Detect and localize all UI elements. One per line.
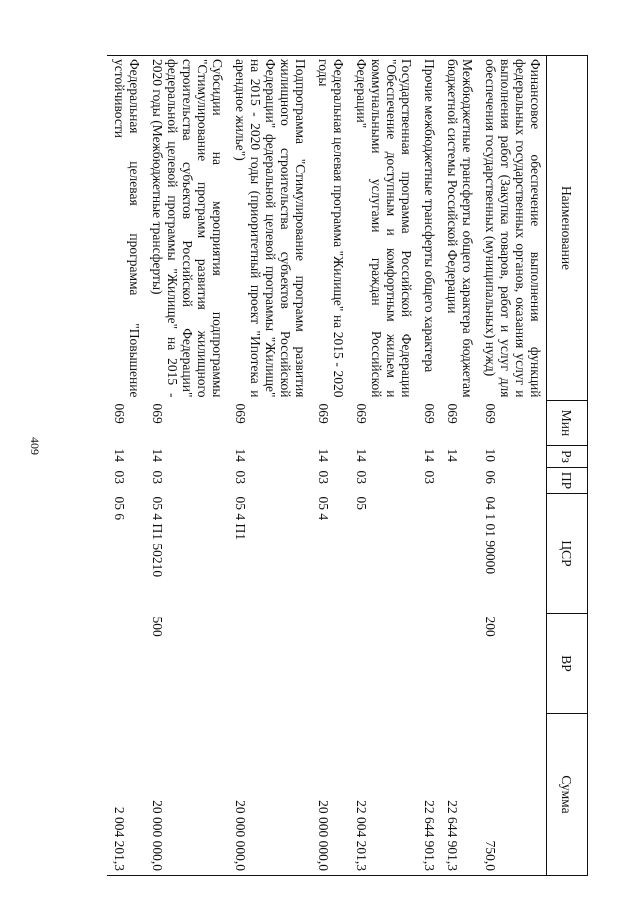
row-min: 069 bbox=[316, 403, 331, 424]
row-sum: 750,0 bbox=[478, 714, 547, 876]
table-row bbox=[228, 56, 311, 876]
row-min: 069 bbox=[354, 403, 369, 424]
row-sum: 20 000 000,0 bbox=[228, 714, 311, 876]
table-row bbox=[349, 56, 417, 876]
row-rz: 14 bbox=[316, 448, 331, 462]
row-csr bbox=[440, 494, 478, 614]
row-rz: 14 bbox=[445, 448, 460, 462]
row-pr: 03 bbox=[150, 470, 165, 484]
rotated-page-content bbox=[98, 55, 588, 875]
row-sum: 20 000 000,0 bbox=[145, 714, 228, 876]
row-sum: 22 644 901,3 bbox=[417, 714, 440, 876]
row-pr: 03 bbox=[233, 470, 248, 484]
budget-table bbox=[107, 55, 588, 876]
row-name: Государственная программа Российской Федерации "Обеспечение доступным и комфортным жильем и коммунальными услугами граждан Российской Федерации" bbox=[349, 56, 417, 401]
row-vr: 500 bbox=[150, 616, 165, 637]
row-rz: 14 bbox=[233, 448, 248, 462]
row-min: 069 bbox=[150, 403, 165, 424]
row-sum: 22 644 901,3 bbox=[440, 714, 478, 876]
header-rz: Рз bbox=[547, 446, 588, 468]
row-name: Прочие межбюджетные трансферты общего характера bbox=[417, 56, 440, 401]
row-min: 069 bbox=[112, 403, 127, 424]
row-vr bbox=[228, 614, 311, 714]
header-min: Мин bbox=[547, 401, 588, 446]
table-row bbox=[417, 56, 440, 876]
row-csr: 05 6 bbox=[112, 496, 127, 521]
row-min: 069 bbox=[445, 403, 460, 424]
page-number: 409 bbox=[28, 437, 42, 455]
row-vr bbox=[417, 614, 440, 714]
row-name: Субсидии на мероприятия подпрограммы "Стимулирование программ развития жилищного строительства субъектов Российской Федерации" федеральной целевой программы "Жилище" на 2015 - 2020 годы (Межбюджетные трансферты) bbox=[145, 56, 228, 401]
row-rz: 14 bbox=[354, 448, 369, 462]
row-vr bbox=[349, 614, 417, 714]
row-pr: 03 bbox=[354, 470, 369, 484]
row-min: 069 bbox=[233, 403, 248, 424]
row-csr: 05 4 П1 50210 bbox=[150, 496, 165, 578]
header-csr: ЦСР bbox=[547, 494, 588, 614]
header-sum: Сумма bbox=[547, 714, 588, 876]
row-rz: 14 bbox=[422, 448, 437, 462]
row-name: Федеральная целевая программа "Повышение устойчивости bbox=[107, 56, 145, 401]
row-rz: 14 bbox=[112, 448, 127, 462]
row-name: Финансовое обеспечение выполнения функций федеральных государственных органов, оказания услуг и выполнения работ (Закупка товаров, работ и услуг для обеспечения государственных (муниципальных) нужд) bbox=[478, 56, 547, 401]
table-row bbox=[311, 56, 349, 876]
row-pr bbox=[440, 468, 478, 494]
row-vr bbox=[311, 614, 349, 714]
row-vr: 200 bbox=[483, 616, 498, 637]
row-pr: 03 bbox=[112, 470, 127, 484]
row-name: Федеральная целевая программа "Жилище" на 2015 - 2020 годы bbox=[311, 56, 349, 401]
row-min: 069 bbox=[483, 403, 498, 424]
header-name: Наименование bbox=[547, 56, 588, 401]
table-row bbox=[478, 56, 547, 876]
row-pr: 06 bbox=[483, 470, 498, 484]
row-pr: 03 bbox=[422, 470, 437, 484]
row-vr bbox=[107, 614, 145, 714]
table-row bbox=[107, 56, 145, 876]
table-row bbox=[145, 56, 228, 876]
row-name: Подпрограмма "Стимулирование программ развития жилищного строительства субъектов Российской Федерации" федеральной целевой программы "Жилище" на 2015 - 2020 годы (приоритетный проект "Ипотека и арендное жилье") bbox=[228, 56, 311, 401]
row-name: Межбюджетные трансферты общего характера бюджетам бюджетной системы Российской Федерации bbox=[440, 56, 478, 401]
header-vr: ВР bbox=[547, 614, 588, 714]
table-header-row bbox=[547, 56, 588, 876]
header-pr: ПР bbox=[547, 468, 588, 494]
row-rz: 10 bbox=[483, 448, 498, 462]
row-sum: 20 000 000,0 bbox=[311, 714, 349, 876]
row-vr bbox=[440, 614, 478, 714]
row-pr: 03 bbox=[316, 470, 331, 484]
row-sum: 2 004 201,3 bbox=[107, 714, 145, 876]
row-csr bbox=[417, 494, 440, 614]
row-csr: 05 4 П1 bbox=[233, 496, 248, 540]
row-rz: 14 bbox=[150, 448, 165, 462]
row-csr: 05 4 bbox=[316, 496, 331, 521]
row-csr: 05 bbox=[354, 496, 369, 510]
table-row bbox=[440, 56, 478, 876]
row-csr: 04 1 01 90000 bbox=[483, 496, 498, 575]
row-sum: 22 004 201,3 bbox=[349, 714, 417, 876]
row-min: 069 bbox=[422, 403, 437, 424]
